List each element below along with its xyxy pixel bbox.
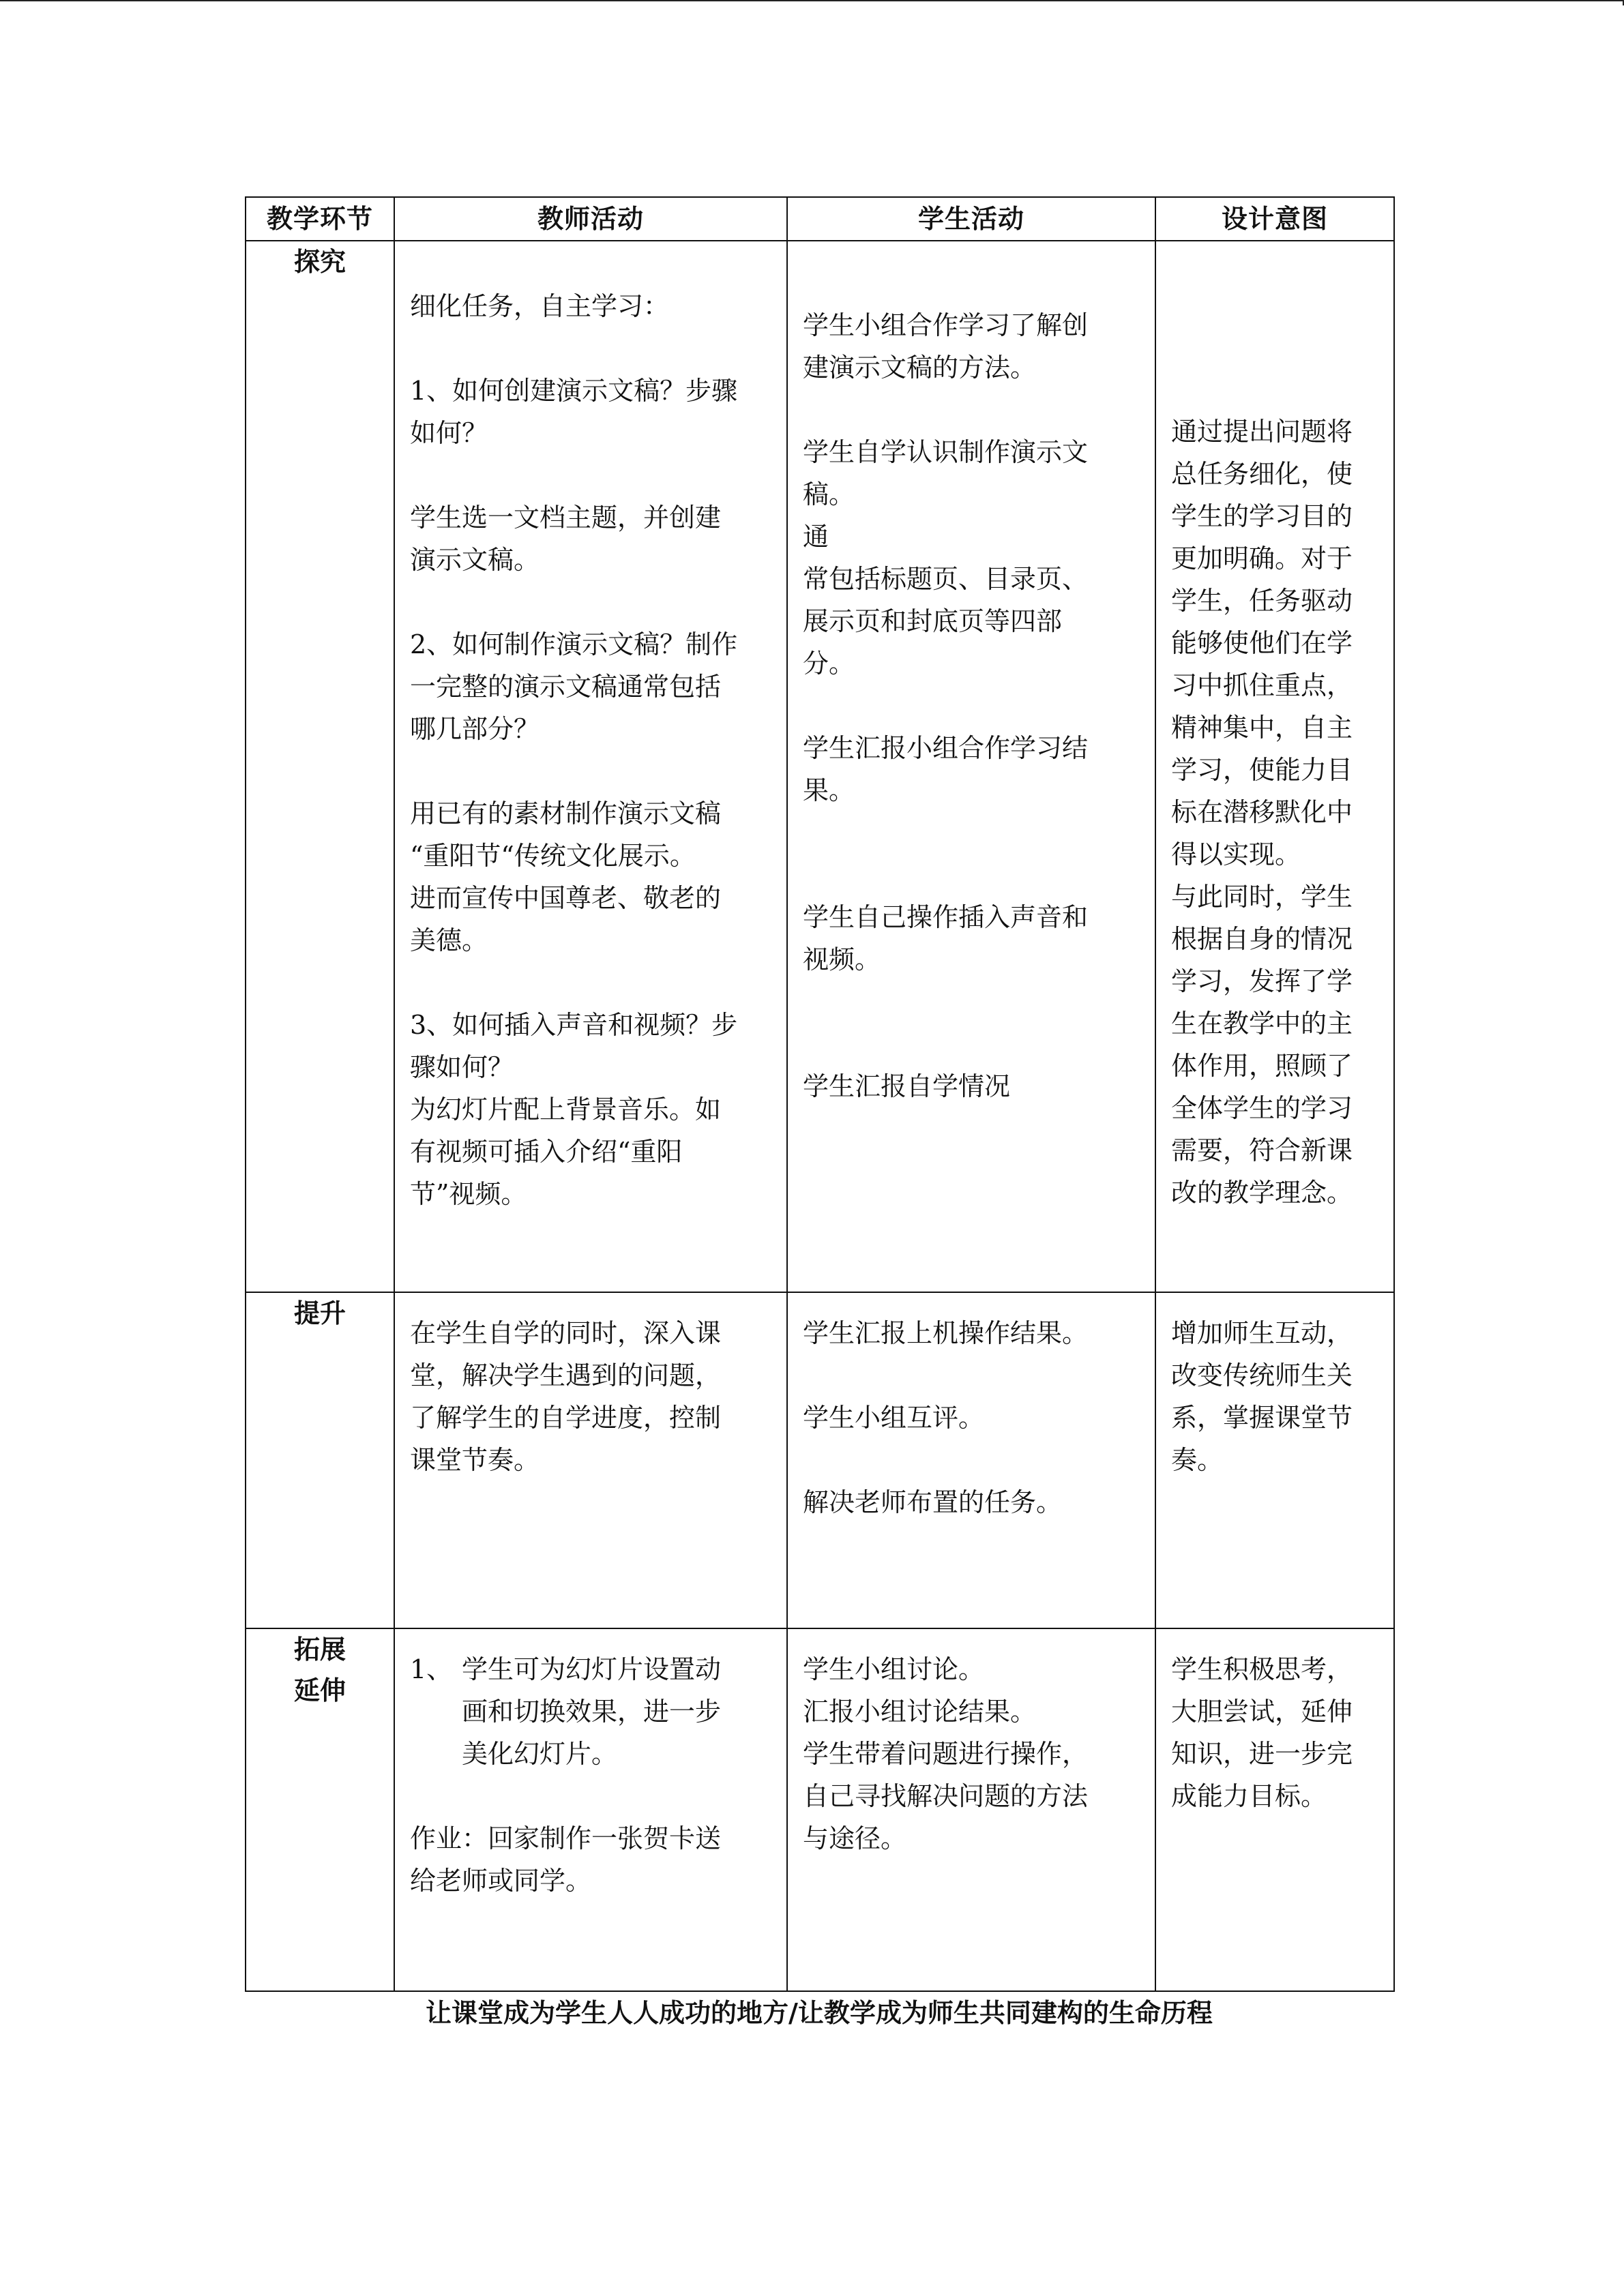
text-line [803,389,1142,431]
text-line: 为幻灯片配上背景音乐。如 [410,1094,722,1124]
text-line [803,1023,1142,1065]
text-line: 课堂节奏。 [410,1445,540,1475]
text-line: 果。 [803,775,855,805]
page-top-border [0,0,1624,1]
text-line: 有视频可插入介绍“重阳 [410,1137,683,1167]
text-line: 美德。 [410,925,488,955]
stage-improve: 提升 [246,1292,394,1628]
text-line: 学生可为幻灯片设置动 [462,1654,722,1684]
text-line: 改变传统师生关 [1171,1360,1353,1390]
text-line: 学生自己操作插入声音和 [803,902,1089,932]
page-footer-slogan: 让课堂成为学生人人成功的地方/让教学成为师生共同建构的生命历程 [426,1997,1213,2028]
teacher-lines-explore [395,263,786,1215]
text-line: 了解学生的自学进度，控制 [410,1403,722,1433]
text-line: 奏。 [1171,1445,1224,1475]
teacher-activity-extend [394,1628,787,1991]
text-line: 常包括标题页、目录页、 [803,564,1089,594]
text-line: 学生小组合作学习了解创 [803,310,1089,340]
text-line: 通过提出问题将 [1171,417,1353,447]
stage-extend-line1: 拓展 [293,1634,346,1665]
text-line: 在学生自学的同时，深入课 [410,1318,722,1348]
text-line: 1、如何创建演示文稿？步骤 [410,376,738,406]
text-line: 需要，符合新课 [1171,1135,1353,1165]
stage-explore: 探究 [246,241,394,1292]
numbered-item [410,1648,774,1775]
text-line: 习中抓住重点， [1171,670,1353,700]
intent-lines-extend [1156,1629,1393,1817]
intent-extend [1155,1628,1394,1991]
text-line: 如何？ [410,418,488,448]
teacher-lines-extend [395,1629,786,1902]
header-intent: 设计意图 [1155,197,1394,241]
teacher-activity-improve [394,1292,787,1628]
text-line: 解决老师布置的任务。 [803,1487,1063,1517]
text-line: 学生小组讨论。 [803,1654,985,1684]
text-line [410,454,774,496]
text-line [803,811,1142,854]
row-improve [246,1292,1394,1628]
student-lines-improve [788,1293,1155,1523]
text-line: 用已有的素材制作演示文稿 [410,799,722,829]
text-line: 一完整的演示文稿通常包括 [410,672,722,702]
text-line: 标在潜移默化中 [1171,797,1353,827]
text-line [803,685,1142,727]
text-line: 与此同时，学生 [1171,882,1353,912]
text-line: 学生汇报上机操作结果。 [803,1318,1089,1348]
text-line: 知识，进一步完 [1171,1739,1353,1769]
lesson-plan-table [245,196,1395,1992]
text-line: 稿。 [803,479,855,509]
text-line: 体作用，照顾了 [1171,1051,1353,1081]
text-line: 系，掌握课堂节 [1171,1403,1353,1433]
text-line: 视频。 [803,944,881,974]
item-number: 1、 [410,1654,453,1684]
text-line: 学习，发挥了学 [1171,966,1353,996]
text-line: 改的教学理念。 [1171,1178,1353,1208]
text-line: 学习，使能力目 [1171,755,1353,785]
text-line: 精神集中，自主 [1171,713,1353,743]
text-line: 得以实现。 [1171,839,1301,869]
text-line: 建演示文稿的方法。 [803,353,1037,383]
student-activity-improve [787,1292,1155,1628]
text-line: 展示页和封底页等四部 [803,606,1063,636]
text-line: 与途径。 [803,1823,907,1853]
text-line: 学生汇报小组合作学习结 [803,733,1089,763]
text-line: 骤如何？ [410,1052,514,1082]
text-line: 作业：回家制作一张贺卡送 [410,1823,722,1853]
intent-improve [1155,1292,1394,1628]
intent-lines-improve [1156,1293,1393,1481]
text-line: 通 [803,522,829,552]
header-stage: 教学环节 [246,197,394,241]
text-line: 汇报小组讨论结果。 [803,1697,1037,1727]
text-line: 总任务细化，使 [1171,459,1353,489]
student-lines-explore [788,241,1155,1107]
text-line: 根据自身的情况 [1171,924,1353,954]
text-line: 自己寻找解决问题的方法 [803,1781,1089,1811]
teacher-activity-explore [394,241,787,1292]
row-explore [246,241,1394,1292]
text-line: 画和切换效果，进一步 [462,1697,722,1727]
intent-explore [1155,241,1394,1292]
text-line [410,750,774,792]
header-teacher: 教师活动 [394,197,787,241]
header-student: 学生活动 [787,197,1155,241]
text-line: 更加明确。对于 [1171,543,1353,573]
text-line: 能够使他们在学 [1171,628,1353,658]
text-line: 学生自学认识制作演示文 [803,437,1089,467]
item-body [462,1648,721,1775]
text-line [410,581,774,623]
text-line: 学生带着问题进行操作， [803,1739,1089,1769]
text-line: 细化任务，自主学习： [410,291,670,321]
text-line [410,961,774,1004]
student-lines-extend [788,1629,1155,1860]
text-line: “重阳节“传统文化展示。 [410,841,696,871]
text-line: 成能力目标。 [1171,1781,1327,1811]
intent-lines-explore [1156,241,1393,1214]
text-line: 美化幻灯片。 [462,1739,618,1769]
text-line: 大胆尝试，延伸 [1171,1697,1353,1727]
text-line: 学生选一文档主题，并创建 [410,503,722,533]
text-line: 进而宣传中国尊老、敬老的 [410,883,722,913]
row-extend [246,1628,1394,1991]
text-line [410,327,774,370]
text-line: 学生积极思考， [1171,1654,1353,1684]
text-line: 学生小组互评。 [803,1403,985,1433]
text-line [803,1439,1142,1481]
text-line: 学生的学习目的 [1171,501,1353,531]
text-line: 3、如何插入声音和视频？步 [410,1010,738,1040]
text-line: 2、如何制作演示文稿？制作 [410,629,738,659]
text-line [803,854,1142,896]
text-line: 堂，解决学生遇到的问题， [410,1360,722,1390]
stage-extend [246,1628,394,1991]
text-line: 全体学生的学习 [1171,1093,1353,1123]
text-line: 给老师或同学。 [410,1866,592,1896]
stage-extend-line2: 延伸 [293,1675,346,1705]
text-line: 生在教学中的主 [1171,1009,1353,1039]
student-activity-explore [787,241,1155,1292]
teacher-lines-improve [395,1293,786,1481]
text-line: 哪几部分？ [410,714,540,744]
text-line: 演示文稿。 [410,545,540,575]
text-line: 学生汇报自学情况 [803,1071,1011,1101]
text-line: 节”视频。 [410,1179,527,1209]
text-line: 分。 [803,648,855,679]
text-line: 学生，任务驱动 [1171,586,1353,616]
text-line: 增加师生互动， [1171,1318,1353,1348]
text-line [803,981,1142,1023]
student-activity-extend [787,1628,1155,1991]
text-line [803,1354,1142,1397]
